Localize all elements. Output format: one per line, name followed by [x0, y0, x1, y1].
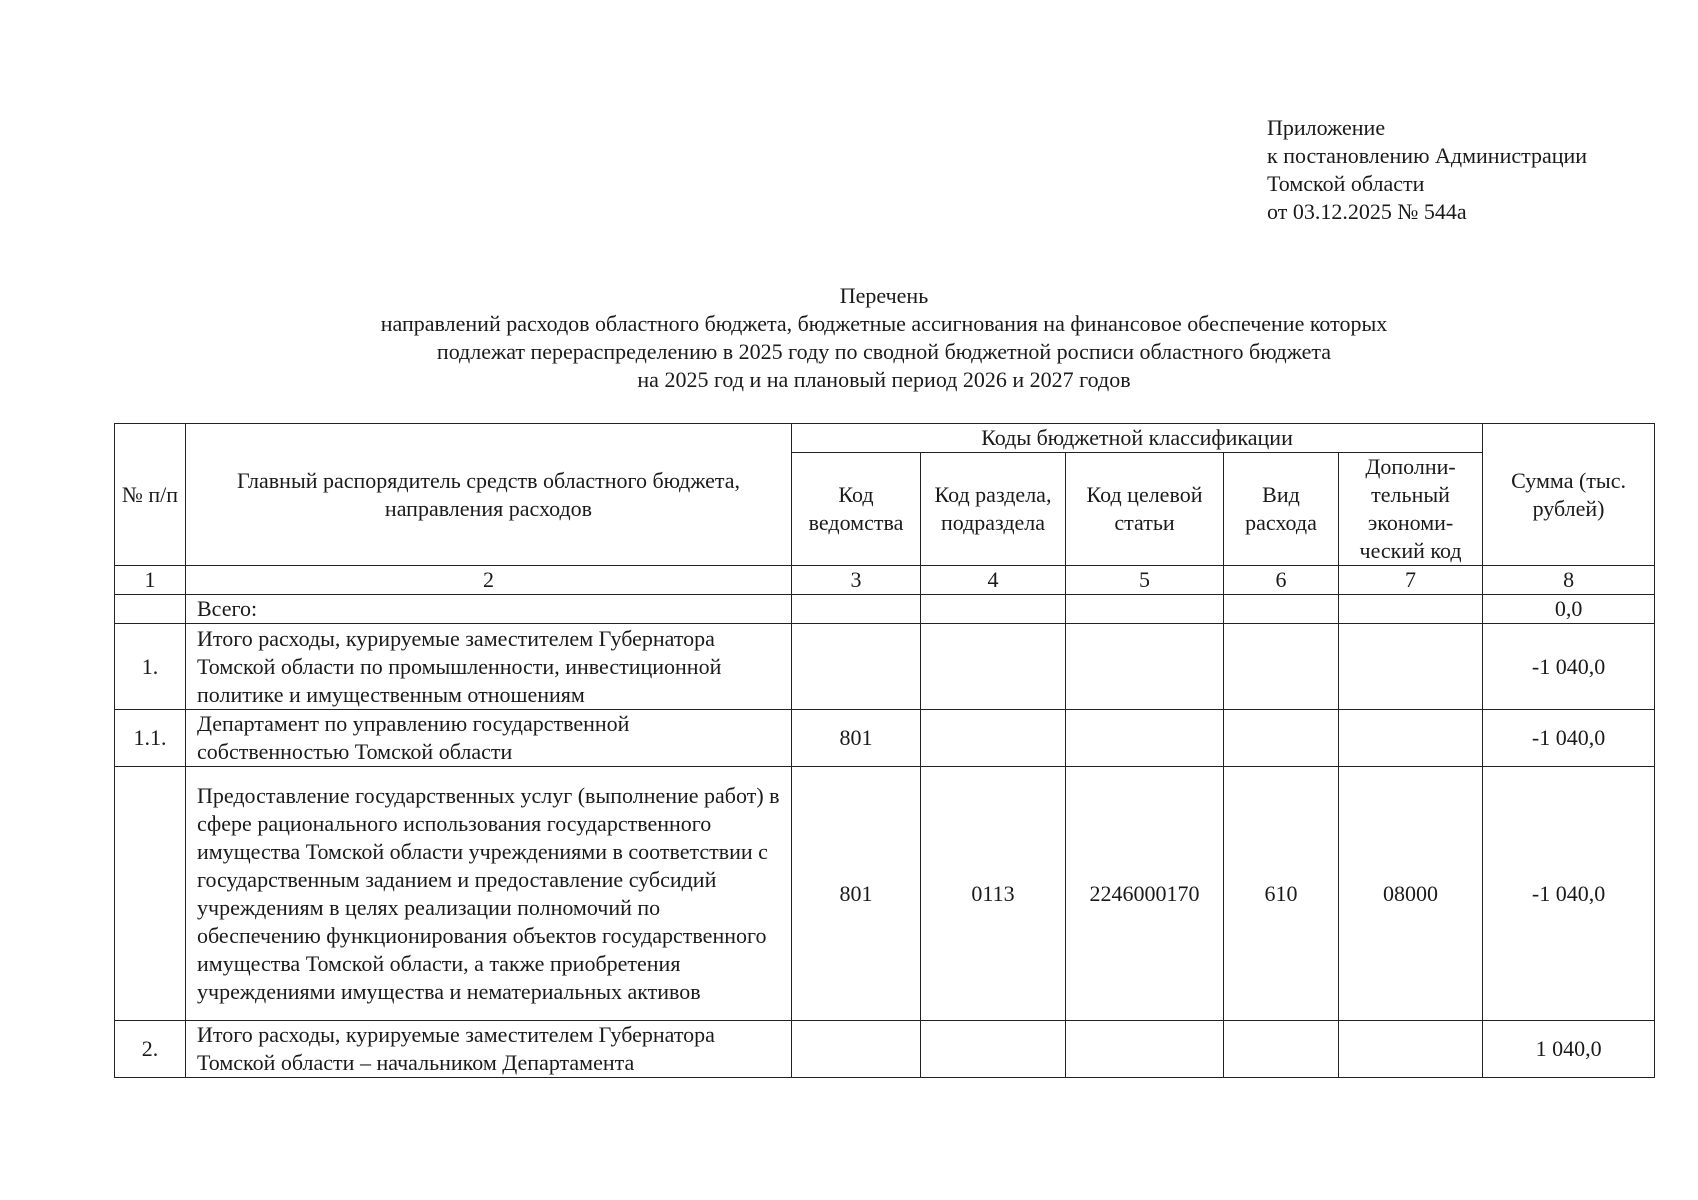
header-codes-group: Коды бюджетной классификации [792, 424, 1483, 453]
appendix-line: к постановлению Администрации [1267, 143, 1588, 168]
row-section [921, 710, 1066, 767]
header-target-code: Код целевой статьи [1066, 453, 1224, 566]
row-name: Департамент по управлению государственной собственностью Томской области [186, 710, 792, 767]
table-row [115, 1021, 1655, 1078]
appendix-line: от 03.12.2025 № 544а [1267, 199, 1467, 224]
column-number: 1 [115, 566, 186, 595]
title-line: направлений расходов областного бюджета, бюджетные ассигнования на финансовое обеспечение которых [380, 311, 1388, 336]
row-target [1066, 710, 1224, 767]
row-econ [1339, 1021, 1483, 1078]
row-num [115, 767, 186, 1021]
header-sum: Сумма (тыс. рублей) [1483, 424, 1655, 566]
row-target: 2246000170 [1066, 767, 1224, 1021]
row-section: 0113 [921, 767, 1066, 1021]
column-number: 5 [1066, 566, 1224, 595]
appendix-line: Приложение [1267, 115, 1386, 140]
title-line: Перечень [839, 283, 929, 308]
header-name: Главный распорядитель средств областного бюджета, направления расходов [186, 424, 792, 566]
column-number: 2 [186, 566, 792, 595]
row-section [921, 624, 1066, 710]
row-sum: -1 040,0 [1483, 624, 1655, 710]
row-kind [1224, 595, 1339, 624]
row-sum: 0,0 [1483, 595, 1655, 624]
row-econ [1339, 624, 1483, 710]
column-number-row [115, 566, 1655, 595]
row-section [921, 1021, 1066, 1078]
row-name: Всего: [186, 595, 792, 624]
header-section-code: Код раздела, подраздела [921, 453, 1066, 566]
title-line: подлежат перераспределению в 2025 году по сводной бюджетной росписи областного бюджета [436, 339, 1332, 364]
column-number: 3 [792, 566, 921, 595]
row-target [1066, 595, 1224, 624]
row-name: Итого расходы, курируемые заместителем Губернатора Томской области – начальником Департамента [186, 1021, 792, 1078]
column-number: 6 [1224, 566, 1339, 595]
header-num: № п/п [115, 424, 186, 566]
row-econ [1339, 710, 1483, 767]
header-dept-code: Код ведомства [792, 453, 921, 566]
row-name: Итого расходы, курируемые заместителем Губернатора Томской области по промышленности, инвестиционной политике и имущественным отношениям [186, 624, 792, 710]
row-dept [792, 595, 921, 624]
column-number: 4 [921, 566, 1066, 595]
row-section [921, 595, 1066, 624]
budget-table [114, 423, 1655, 1078]
row-kind: 610 [1224, 767, 1339, 1021]
row-econ [1339, 595, 1483, 624]
row-target [1066, 624, 1224, 710]
row-dept: 801 [792, 767, 921, 1021]
column-number: 7 [1339, 566, 1483, 595]
title-line: на 2025 год и на плановый период 2026 и 2027 годов [637, 367, 1131, 392]
row-sum: -1 040,0 [1483, 767, 1655, 1021]
row-dept [792, 1021, 921, 1078]
row-name: Предоставление государственных услуг (выполнение работ) в сфере рационального использования государственного имущества Томской области учреждениями в соответствии с государственным заданием и предоставление субсидий учреждениям в целях реализации полномочий по обеспечению функционирования объектов государственного имущества Томской области, а также приобретения учреждениями имущества и нематериальных активов [186, 767, 792, 1021]
appendix-line: Томской области [1267, 171, 1425, 196]
row-sum: -1 040,0 [1483, 710, 1655, 767]
appendix-block [1267, 114, 1587, 226]
row-econ: 08000 [1339, 767, 1483, 1021]
row-target [1066, 1021, 1224, 1078]
row-sum: 1 040,0 [1483, 1021, 1655, 1078]
row-kind [1224, 710, 1339, 767]
header-econ-code: Дополни-тельный экономи-ческий код [1339, 453, 1483, 566]
row-num [115, 595, 186, 624]
row-kind [1224, 1021, 1339, 1078]
row-dept: 801 [792, 710, 921, 767]
column-number: 8 [1483, 566, 1655, 595]
row-dept [792, 624, 921, 710]
table-row [115, 710, 1655, 767]
table-row [115, 624, 1655, 710]
row-kind [1224, 624, 1339, 710]
row-num: 2. [115, 1021, 186, 1078]
row-num: 1.1. [115, 710, 186, 767]
row-num: 1. [115, 624, 186, 710]
header-kind-code: Вид расхода [1224, 453, 1339, 566]
document-title [114, 282, 1654, 394]
table-row [115, 595, 1655, 624]
table-row [115, 767, 1655, 1021]
